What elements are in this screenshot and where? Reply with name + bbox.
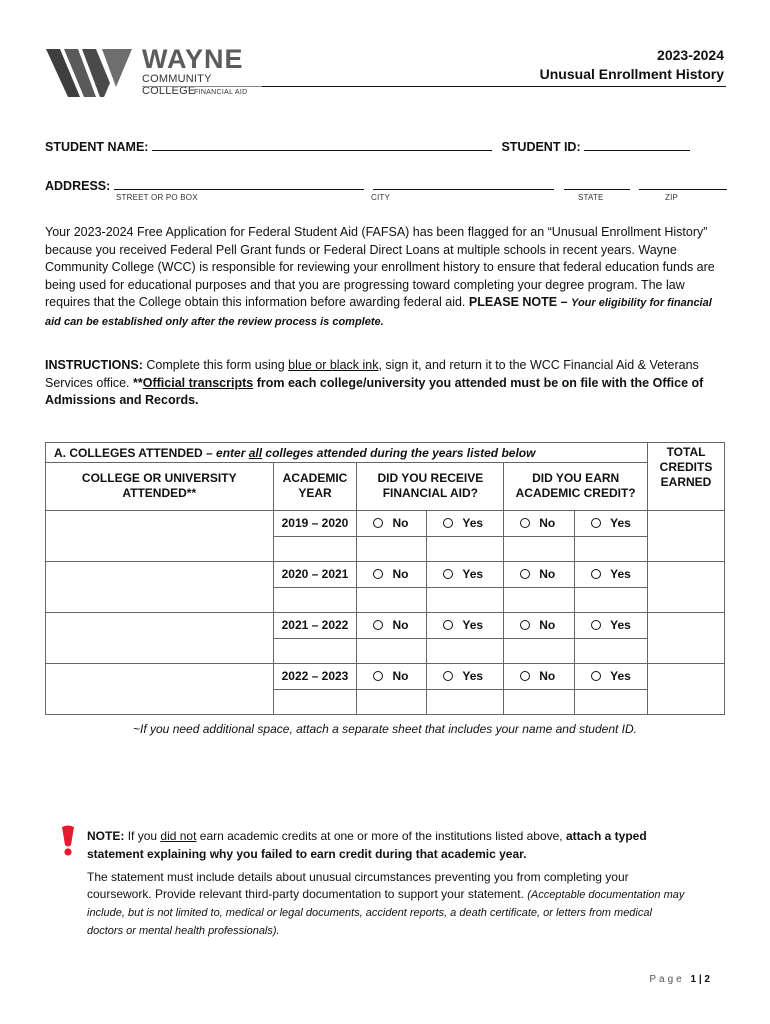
note-paragraph bbox=[87, 827, 687, 863]
section-a-label: A. COLLEGES ATTENDED – bbox=[54, 445, 213, 460]
instructions-label: INSTRUCTIONS: bbox=[45, 358, 143, 372]
note-text-2: earn academic credits at one or more of the institutions listed above, bbox=[199, 829, 563, 843]
acceptable-documentation: (Acceptable documentation may include, but is not limited to, medical or legal documents, accident reports, a death certificate, or letters from medical doctors or mental health professionals). bbox=[87, 889, 685, 937]
option-label: No bbox=[539, 567, 556, 582]
radio-circle-icon[interactable] bbox=[373, 569, 383, 579]
student-name-field[interactable] bbox=[152, 139, 492, 151]
note-bold: attach a typed statement explaining why you failed to earn credit during that academic year. bbox=[87, 829, 647, 861]
empty-cell bbox=[575, 638, 648, 664]
empty-cell bbox=[427, 536, 504, 562]
academic-year: 2020 – 2021 bbox=[273, 562, 357, 588]
student-name-label: STUDENT NAME: bbox=[45, 140, 149, 154]
col-college: COLLEGE OR UNIVERSITY ATTENDED** bbox=[46, 463, 274, 511]
please-note-label: PLEASE NOTE – bbox=[468, 295, 568, 309]
radio-circle-icon[interactable] bbox=[591, 518, 601, 528]
radio-circle-icon[interactable] bbox=[520, 518, 530, 528]
note-did-not: did not bbox=[160, 829, 197, 843]
college-input[interactable] bbox=[46, 664, 274, 715]
logo-subtitle: COMMUNITY COLLEGE bbox=[142, 73, 212, 97]
radio-circle-icon[interactable] bbox=[443, 620, 453, 630]
page-number bbox=[649, 974, 710, 985]
option-label: Yes bbox=[462, 516, 484, 531]
option-label: Yes bbox=[610, 618, 631, 633]
empty-cell bbox=[357, 536, 427, 562]
empty-cell bbox=[357, 689, 427, 715]
empty-cell bbox=[273, 587, 357, 613]
colleges-attended-table bbox=[45, 442, 725, 715]
credit-no-option[interactable] bbox=[504, 562, 575, 588]
credit-no-option[interactable] bbox=[504, 664, 575, 690]
option-label: No bbox=[392, 516, 409, 531]
radio-circle-icon[interactable] bbox=[591, 620, 601, 630]
empty-cell bbox=[575, 536, 648, 562]
radio-circle-icon[interactable] bbox=[373, 671, 383, 681]
street-sublabel: STREET OR PO BOX bbox=[116, 193, 198, 202]
option-label: No bbox=[539, 618, 556, 633]
zip-sublabel: ZIP bbox=[665, 193, 679, 202]
table-row bbox=[46, 562, 725, 588]
option-label: Yes bbox=[462, 567, 484, 582]
zip-field[interactable] bbox=[639, 178, 727, 190]
section-a-all: all bbox=[248, 445, 263, 460]
option-label: Yes bbox=[462, 669, 484, 684]
total-credits-input[interactable] bbox=[648, 664, 725, 715]
note-text-1: If you bbox=[127, 829, 158, 843]
empty-cell bbox=[575, 689, 648, 715]
radio-circle-icon[interactable] bbox=[443, 518, 453, 528]
aid-yes-option[interactable] bbox=[427, 511, 504, 537]
city-field[interactable] bbox=[373, 178, 554, 190]
academic-year: 2022 – 2023 bbox=[273, 664, 357, 690]
aid-yes-option[interactable] bbox=[427, 664, 504, 690]
academic-year: 2019 – 2020 bbox=[273, 511, 357, 537]
credit-no-option[interactable] bbox=[504, 511, 575, 537]
aid-no-option[interactable] bbox=[357, 664, 427, 690]
aid-no-option[interactable] bbox=[357, 562, 427, 588]
radio-circle-icon[interactable] bbox=[520, 569, 530, 579]
college-input[interactable] bbox=[46, 613, 274, 664]
table-row bbox=[46, 613, 725, 639]
option-label: No bbox=[392, 618, 409, 633]
document-header bbox=[540, 46, 724, 84]
option-label: Yes bbox=[610, 567, 631, 582]
empty-cell bbox=[273, 536, 357, 562]
option-label: No bbox=[539, 669, 556, 684]
total-credits-input[interactable] bbox=[648, 613, 725, 664]
ink-requirement: blue or black ink bbox=[288, 358, 379, 372]
student-id-field[interactable] bbox=[584, 139, 690, 151]
college-input[interactable] bbox=[46, 511, 274, 562]
city-sublabel: CITY bbox=[371, 193, 391, 202]
aid-yes-option[interactable] bbox=[427, 562, 504, 588]
header-title: Unusual Enrollment History bbox=[539, 66, 724, 82]
credit-yes-option[interactable] bbox=[575, 613, 648, 639]
state-sublabel: STATE bbox=[578, 193, 604, 202]
address-label: ADDRESS: bbox=[45, 179, 111, 193]
address-row bbox=[45, 178, 727, 193]
header-year: 2023-2024 bbox=[657, 47, 724, 63]
option-label: Yes bbox=[462, 618, 484, 633]
page-num: 1 | 2 bbox=[690, 974, 710, 985]
instructions-bold-2: from each college/university you attended must be on file with the Office of Admissions and Records. bbox=[45, 375, 704, 407]
empty-cell bbox=[273, 689, 357, 715]
radio-circle-icon[interactable] bbox=[373, 518, 383, 528]
empty-cell bbox=[504, 638, 575, 664]
option-label: Yes bbox=[610, 669, 631, 684]
empty-cell bbox=[575, 587, 648, 613]
instructions-text-1: Complete this form using bbox=[146, 358, 285, 372]
official-transcripts: Official transcripts bbox=[142, 375, 254, 390]
table-row bbox=[46, 511, 725, 537]
total-credits-input[interactable] bbox=[648, 511, 725, 562]
empty-cell bbox=[504, 587, 575, 613]
statement-paragraph bbox=[87, 869, 687, 940]
instructions-bold-1: ** bbox=[133, 375, 143, 390]
option-label: No bbox=[392, 567, 409, 582]
radio-circle-icon[interactable] bbox=[520, 620, 530, 630]
credit-yes-option[interactable] bbox=[575, 562, 648, 588]
credit-yes-option[interactable] bbox=[575, 664, 648, 690]
radio-circle-icon[interactable] bbox=[591, 671, 601, 681]
option-label: No bbox=[392, 669, 409, 684]
eligibility-note: Your eligibility for financial aid can be established only after the review process is complete. bbox=[45, 297, 712, 328]
credit-no-option[interactable] bbox=[504, 613, 575, 639]
empty-cell bbox=[504, 689, 575, 715]
header-rule bbox=[262, 86, 726, 87]
aid-yes-option[interactable] bbox=[427, 613, 504, 639]
intro-body: Your 2023-2024 Free Application for Federal Student Aid (FAFSA) has been flagged for an “Unusual Enrollment History” because you received Federal Pell Grant funds or Federal Direct Loans at multiple schools in recent years. Wayne Community College (WCC) is responsible for reviewing your enrollment history to ensure that federal education funds are being used for educational purposes and that you are progressing toward completing your degree program. The law requires that the College obtain this information before awarding federal aid. bbox=[45, 225, 715, 309]
student-id-label: STUDENT ID: bbox=[501, 140, 581, 154]
empty-cell bbox=[357, 638, 427, 664]
exclamation-warning-icon bbox=[60, 825, 76, 857]
empty-cell bbox=[427, 587, 504, 613]
aid-no-option[interactable] bbox=[357, 613, 427, 639]
state-field[interactable] bbox=[564, 178, 630, 190]
statement-detail: The statement must include details about unusual circumstances preventing you from completing your coursework. Provide relevant third-party documentation to support your statement. bbox=[87, 870, 629, 901]
college-logo bbox=[46, 44, 261, 104]
instructions-text-2: , sign it, and return it to the WCC Financial Aid & Veterans Services office. bbox=[45, 358, 699, 390]
instructions-paragraph bbox=[45, 357, 730, 410]
college-input[interactable] bbox=[46, 562, 274, 613]
academic-year: 2021 – 2022 bbox=[273, 613, 357, 639]
total-credits-input[interactable] bbox=[648, 562, 725, 613]
radio-circle-icon[interactable] bbox=[443, 671, 453, 681]
intro-paragraph bbox=[45, 224, 730, 331]
col-financial-aid: DID YOU RECEIVE FINANCIAL AID? bbox=[357, 463, 504, 511]
col-academic-year: ACADEMIC YEAR bbox=[273, 463, 357, 511]
wayne-logo-mark-icon bbox=[46, 47, 136, 99]
logo-name: WAYNE bbox=[142, 44, 244, 74]
option-label: Yes bbox=[610, 516, 631, 531]
radio-circle-icon[interactable] bbox=[443, 569, 453, 579]
section-a-italic-2: colleges attended during the years listed below bbox=[265, 445, 536, 460]
student-info-row bbox=[45, 139, 690, 154]
additional-space-note: ~If you need additional space, attach a separate sheet that includes your name and student ID. bbox=[133, 722, 637, 736]
logo-department: FINANCIAL AID bbox=[194, 89, 248, 96]
col-academic-credit: DID YOU EARN ACADEMIC CREDIT? bbox=[504, 463, 648, 511]
radio-circle-icon[interactable] bbox=[373, 620, 383, 630]
note-label: NOTE: bbox=[87, 829, 125, 843]
table-row bbox=[46, 664, 725, 690]
empty-cell bbox=[427, 638, 504, 664]
page-word: Page bbox=[649, 974, 685, 985]
section-a-header bbox=[46, 443, 648, 463]
street-field[interactable] bbox=[114, 178, 364, 190]
aid-no-option[interactable] bbox=[357, 511, 427, 537]
radio-circle-icon[interactable] bbox=[520, 671, 530, 681]
credit-yes-option[interactable] bbox=[575, 511, 648, 537]
section-a-italic-1: enter bbox=[216, 445, 246, 460]
empty-cell bbox=[427, 689, 504, 715]
radio-circle-icon[interactable] bbox=[591, 569, 601, 579]
empty-cell bbox=[273, 638, 357, 664]
empty-cell bbox=[504, 536, 575, 562]
empty-cell bbox=[357, 587, 427, 613]
option-label: No bbox=[539, 516, 556, 531]
col-total-credits: TOTAL CREDITS EARNED bbox=[648, 443, 725, 511]
